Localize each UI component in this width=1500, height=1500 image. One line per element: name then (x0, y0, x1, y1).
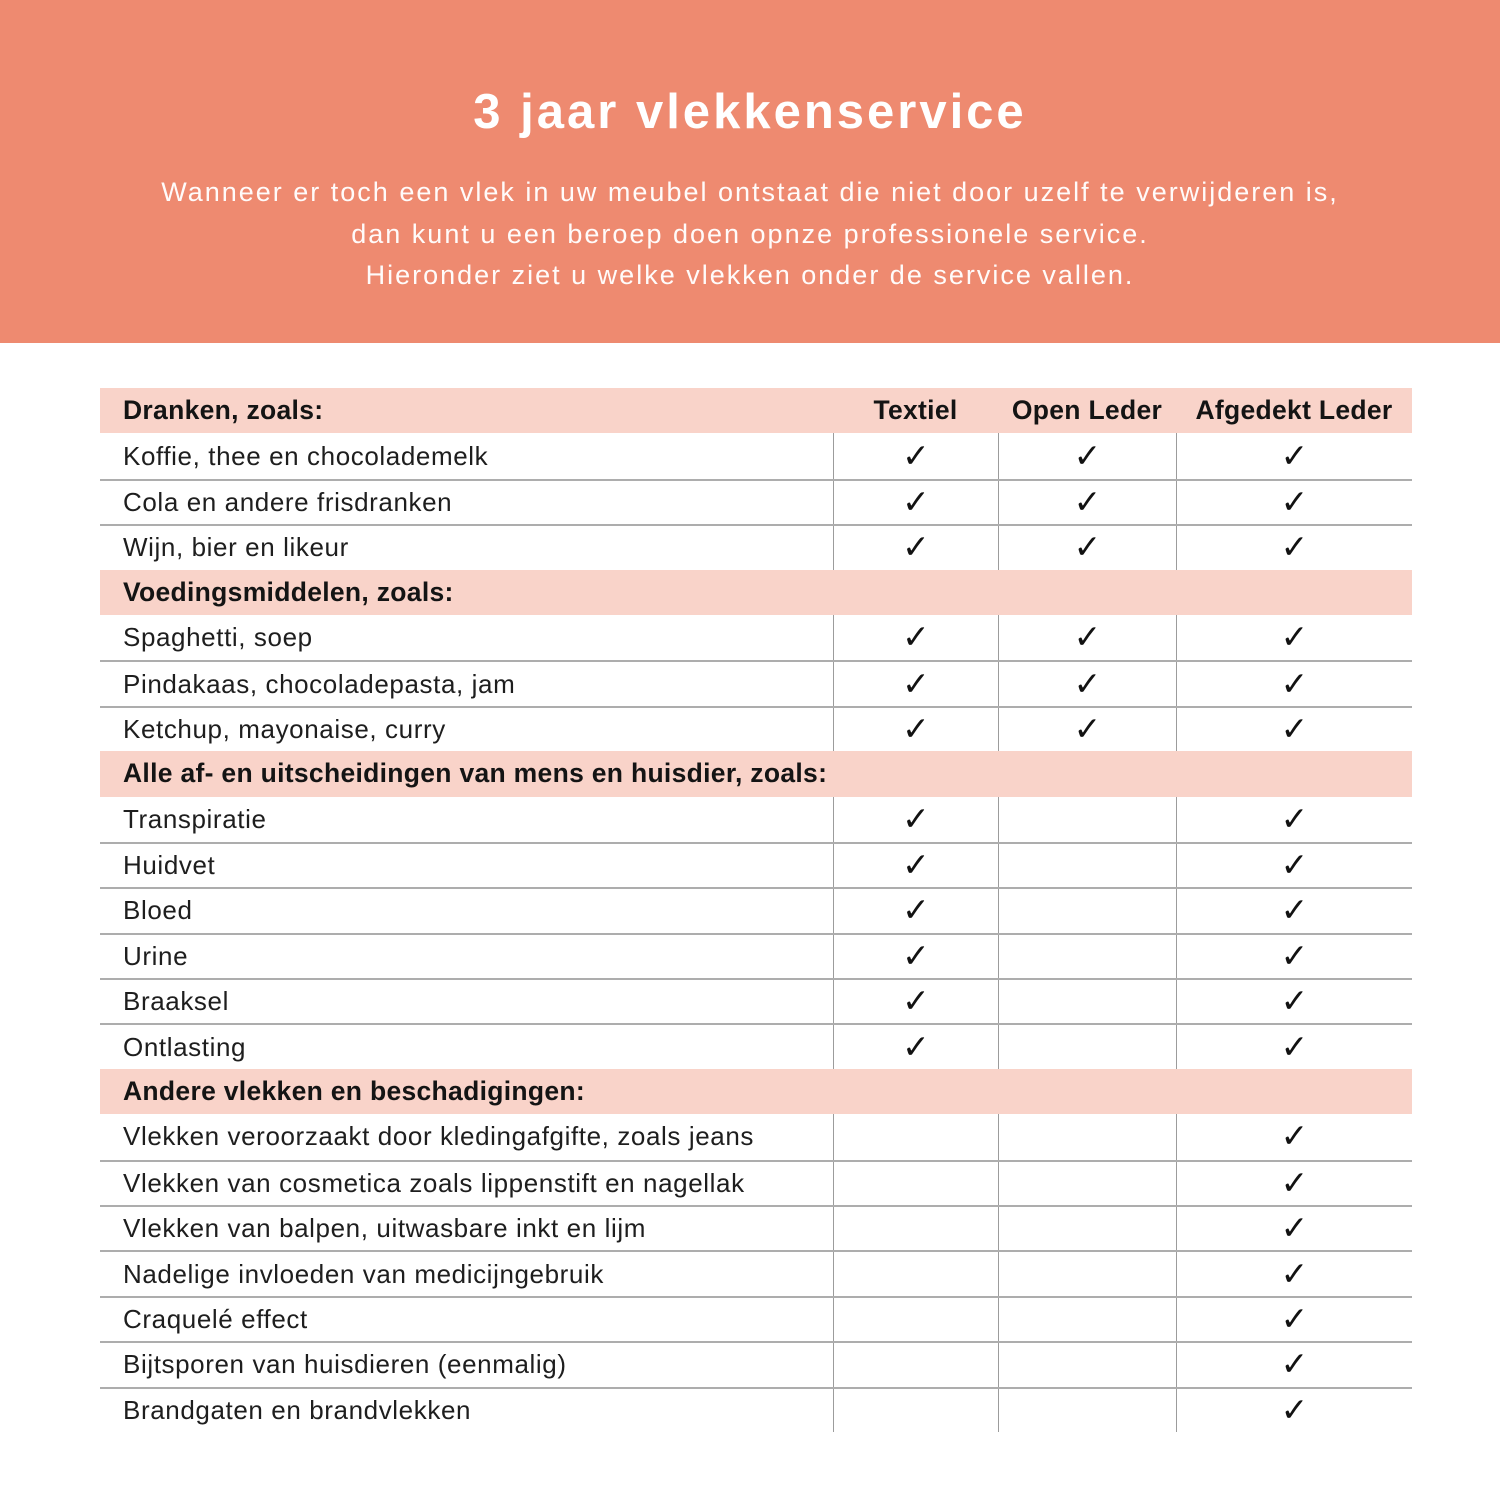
section-title: Andere vlekken en beschadigingen: (123, 1076, 586, 1107)
check-cell (1176, 662, 1412, 705)
check-icon: ✓ (902, 709, 930, 747)
check-icon: ✓ (1073, 709, 1102, 747)
check-cell (833, 433, 998, 478)
row-label: Bloed (123, 895, 193, 926)
check-cell (1176, 433, 1412, 478)
check-cell (998, 1162, 1176, 1205)
check-icon: ✓ (1280, 664, 1309, 702)
check-cell (833, 844, 998, 887)
row-label: Nadelige invloeden van medicijngebruik (123, 1258, 604, 1289)
check-icon: ✓ (1280, 1390, 1309, 1428)
check-cell (833, 1389, 998, 1432)
check-cell (998, 844, 1176, 887)
check-cell (1176, 1389, 1412, 1432)
check-cell (998, 615, 1176, 660)
row-label: Bijtsporen van huisdieren (eenmalig) (123, 1349, 567, 1380)
check-icon: ✓ (1280, 1117, 1309, 1155)
check-icon: ✓ (1280, 936, 1309, 974)
check-icon: ✓ (902, 982, 930, 1020)
check-icon: ✓ (1073, 618, 1102, 656)
table-row (100, 1341, 1412, 1386)
check-cell (998, 1207, 1176, 1250)
check-cell (998, 526, 1176, 569)
check-icon: ✓ (1280, 709, 1309, 747)
row-label: Ketchup, mayonaise, curry (123, 713, 446, 744)
check-icon: ✓ (1280, 982, 1309, 1020)
check-cell (998, 935, 1176, 978)
check-cell (1176, 481, 1412, 524)
check-icon: ✓ (902, 799, 930, 837)
check-icon: ✓ (1280, 528, 1309, 566)
check-icon: ✓ (902, 891, 930, 929)
row-label: Cola en andere frisdranken (123, 486, 453, 517)
check-icon: ✓ (1280, 1027, 1309, 1065)
check-cell (1176, 1114, 1412, 1159)
check-icon: ✓ (902, 846, 930, 884)
check-cell (833, 889, 998, 932)
table-row (100, 1114, 1412, 1159)
check-cell (1176, 889, 1412, 932)
check-cell (833, 797, 998, 842)
check-cell (833, 481, 998, 524)
check-cell (833, 1252, 998, 1295)
table-row (100, 933, 1412, 978)
check-cell (998, 1025, 1176, 1068)
check-cell (833, 615, 998, 660)
check-cell (833, 526, 998, 569)
check-cell (998, 1114, 1176, 1159)
row-label: Vlekken veroorzaakt door kledingafgifte, zoals jeans (123, 1121, 754, 1152)
row-label: Braaksel (123, 986, 229, 1017)
section-title: Alle af- en uitscheidingen van mens en huisdier, zoals: (123, 758, 828, 789)
check-icon: ✓ (902, 528, 930, 566)
check-cell (833, 1298, 998, 1341)
table-row (100, 1023, 1412, 1068)
table-row (100, 1160, 1412, 1205)
column-header-1: Textiel (873, 395, 958, 426)
check-cell (998, 1298, 1176, 1341)
stain-service-table (100, 388, 1412, 1432)
check-icon: ✓ (902, 618, 930, 656)
check-cell (998, 1252, 1176, 1295)
table-row (100, 1250, 1412, 1295)
hero-intro-line-2: dan kunt u een beroep doen opnze professionele service. (351, 218, 1149, 249)
section-header-row (100, 570, 1412, 615)
row-label: Vlekken van cosmetica zoals lippenstift en nagellak (123, 1167, 745, 1198)
table-row (100, 842, 1412, 887)
check-icon: ✓ (1073, 436, 1102, 474)
check-cell (1176, 1025, 1412, 1068)
check-icon: ✓ (1280, 799, 1309, 837)
check-icon: ✓ (1280, 1209, 1309, 1247)
check-icon: ✓ (1280, 1300, 1309, 1337)
check-icon: ✓ (1280, 1163, 1309, 1201)
row-label: Huidvet (123, 850, 216, 881)
section-header-row (100, 1069, 1412, 1114)
check-cell (1176, 1162, 1412, 1205)
check-cell (1176, 615, 1412, 660)
check-cell (1176, 797, 1412, 842)
table-row (100, 706, 1412, 751)
table-row (100, 887, 1412, 932)
check-cell (833, 980, 998, 1023)
check-cell (833, 1162, 998, 1205)
table-row (100, 615, 1412, 660)
hero-intro-line-1: Wanneer er toch een vlek in uw meubel ontstaat die niet door uzelf te verwijderen is, (161, 177, 1339, 207)
check-cell (1176, 844, 1412, 887)
check-cell (998, 797, 1176, 842)
check-cell (1176, 526, 1412, 569)
row-label: Koffie, thee en chocolademelk (123, 440, 489, 471)
table-row (100, 1387, 1412, 1432)
check-cell (833, 662, 998, 705)
check-icon: ✓ (902, 1027, 930, 1065)
table-row (100, 660, 1412, 705)
check-cell (998, 708, 1176, 751)
check-cell (1176, 980, 1412, 1023)
check-cell (833, 1207, 998, 1250)
check-icon: ✓ (1073, 482, 1102, 520)
table-row (100, 978, 1412, 1023)
table-row (100, 1296, 1412, 1341)
check-cell (1176, 1207, 1412, 1250)
row-label: Pindakaas, chocoladepasta, jam (123, 668, 516, 699)
check-icon: ✓ (1280, 618, 1309, 656)
check-cell (998, 1389, 1176, 1432)
check-icon: ✓ (1280, 1345, 1309, 1383)
check-cell (833, 708, 998, 751)
section-title: Dranken, zoals: (123, 395, 324, 426)
page-title: 3 jaar vlekkenservice (473, 85, 1027, 139)
table-row (100, 1205, 1412, 1250)
check-cell (833, 935, 998, 978)
check-icon: ✓ (1280, 891, 1309, 929)
check-icon: ✓ (1280, 436, 1309, 474)
row-label: Ontlasting (123, 1031, 247, 1062)
check-cell (998, 980, 1176, 1023)
check-icon: ✓ (902, 436, 930, 474)
check-cell (998, 889, 1176, 932)
hero-intro-line-3: Hieronder ziet u welke vlekken onder de service vallen. (365, 260, 1135, 290)
check-cell (998, 481, 1176, 524)
check-cell (998, 1343, 1176, 1386)
row-label: Brandgaten en brandvlekken (123, 1394, 472, 1425)
check-cell (833, 1025, 998, 1068)
check-icon: ✓ (902, 936, 930, 974)
row-label: Transpiratie (123, 803, 267, 834)
section-title: Voedingsmiddelen, zoals: (123, 576, 454, 607)
hero-intro (0, 172, 1500, 297)
check-cell (1176, 708, 1412, 751)
check-cell (998, 662, 1176, 705)
section-header-row (100, 751, 1412, 796)
check-icon: ✓ (1280, 482, 1309, 520)
column-header-2: Open Leder (1011, 395, 1163, 426)
check-cell (833, 1114, 998, 1159)
table-row (100, 433, 1412, 478)
check-cell (833, 1343, 998, 1386)
check-cell (1176, 1298, 1412, 1341)
check-icon: ✓ (1073, 664, 1102, 702)
check-icon: ✓ (1280, 846, 1309, 884)
check-icon: ✓ (1073, 528, 1102, 566)
table-row (100, 479, 1412, 524)
row-label: Urine (123, 940, 189, 971)
check-cell (998, 433, 1176, 478)
row-label: Wijn, bier en likeur (123, 532, 349, 563)
row-label: Spaghetti, soep (123, 622, 313, 653)
check-cell (1176, 935, 1412, 978)
column-header-3: Afgedekt Leder (1195, 395, 1393, 426)
table-row (100, 524, 1412, 569)
check-cell (1176, 1252, 1412, 1295)
check-icon: ✓ (1280, 1254, 1309, 1292)
section-header-row (100, 388, 1412, 433)
check-icon: ✓ (902, 482, 930, 520)
check-icon: ✓ (902, 664, 930, 702)
table-row (100, 797, 1412, 842)
row-label: Vlekken van balpen, uitwasbare inkt en lijm (123, 1213, 646, 1244)
check-cell (1176, 1343, 1412, 1386)
hero-banner (0, 0, 1500, 343)
row-label: Craquelé effect (123, 1304, 308, 1334)
